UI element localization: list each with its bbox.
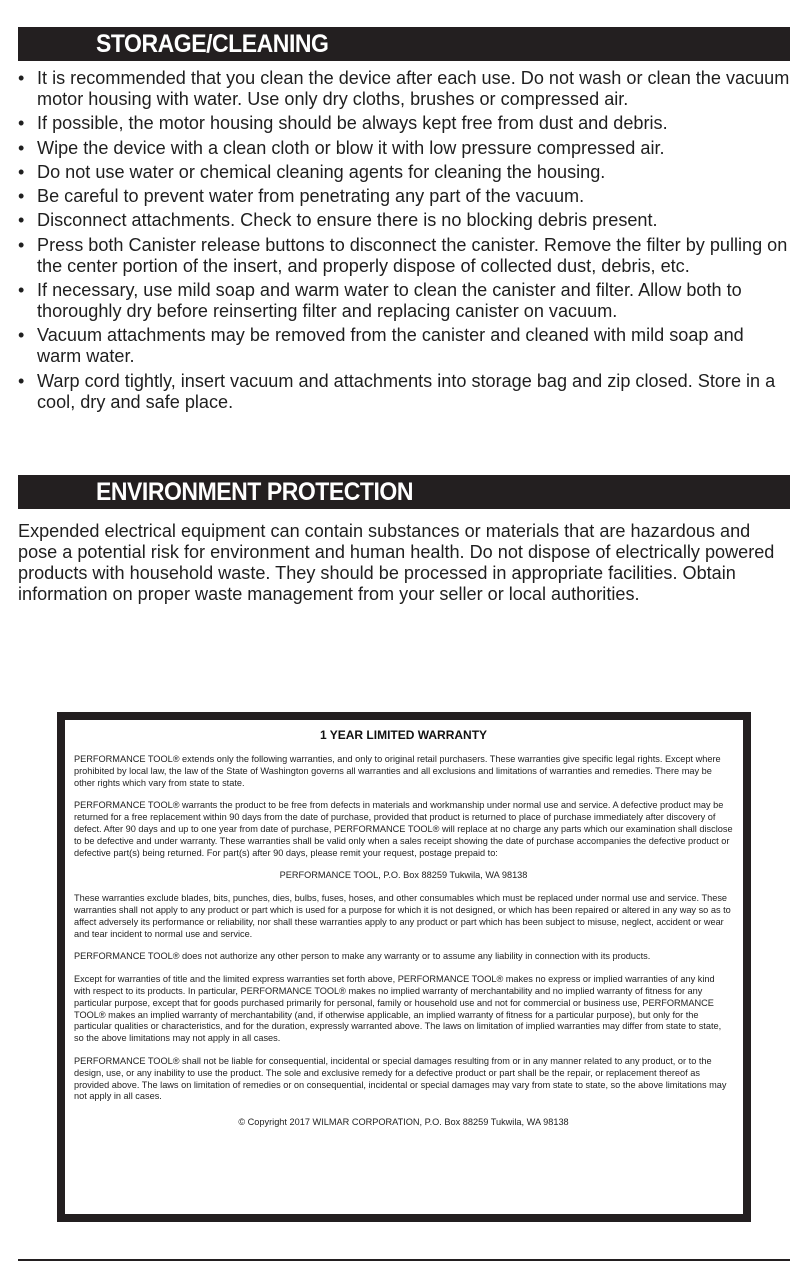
- list-item-text: Do not use water or chemical cleaning agents for cleaning the housing.: [37, 161, 606, 182]
- list-item-text: Be careful to prevent water from penetrating any part of the vacuum.: [37, 186, 585, 207]
- environment-protection-header: [18, 475, 790, 509]
- environment-protection-text: Expended electrical equipment can contain substances or materials that are hazardous and pose a potential risk for environment and human health. Do not dispose of electrically powered products with household waste. They should be processed in appropriate facilities. Obtain information on proper waste management from your seller or local authorities.: [18, 521, 775, 604]
- storage-cleaning-list: [18, 68, 790, 416]
- bullet-icon: •: [18, 161, 25, 182]
- list-item-text: Press both Canister release buttons to disconnect the canister. Remove the filter by pulling on the center portion of the insert, and properly dispose of collected dust, debris, etc.: [37, 234, 788, 276]
- bullet-icon: •: [18, 370, 25, 391]
- warranty-paragraph: Except for warranties of title and the limited express warranties set forth above, PERFORMANCE TOOL® makes no express or implied warranties of any kind with respect to its products. In particular, PERFORMANCE TOOL® makes no implied warranty of merchantability and no implied warranty of fitness for any particular purpose, except that for goods purchased primarily for personal, family or household use and not for commercial or business use, PERFORMANCE TOOL® makes an implied warranty of merchantability (and, if otherwise applicable, an implied warranty of fitness for a particular purpose), but only for the particular qualities or characteristics, and for the duration, expressly warranted above. The laws on limitation of implied warranties may differ from state to state, so the above limitations may not apply in all cases.: [74, 974, 722, 1044]
- list-item: [18, 210, 790, 231]
- list-item: [18, 138, 790, 159]
- environment-protection-title: ENVIRONMENT PROTECTION: [96, 478, 414, 506]
- copyright-notice: © Copyright 2017 WILMAR CORPORATION, P.O. Box 88259 Tukwila, WA 98138: [238, 1117, 569, 1128]
- warranty-paragraph: These warranties exclude blades, bits, punches, dies, bulbs, fuses, hoses, and other consumables which must be replaced under normal use and service. These warranties shall not apply to any product or part which is used for a purpose for which it is not designed, or which has been repaired or altered in any way so as to affect adversely its performance or reliability, nor shall these warranties apply to any product or part which has been subject to misuse, neglect, accident or wear and tear incident to normal use and service.: [74, 893, 731, 939]
- list-item: [18, 162, 790, 183]
- bullet-icon: •: [18, 137, 25, 158]
- storage-cleaning-title: STORAGE/CLEANING: [96, 30, 329, 58]
- list-item-text: It is recommended that you clean the device after each use. Do not wash or clean the vacuum motor housing with water. Use only dry cloths, brushes or compressed air.: [37, 68, 790, 109]
- storage-cleaning-header: [18, 27, 790, 61]
- warranty-title: 1 YEAR LIMITED WARRANTY: [319, 728, 488, 742]
- bullet-icon: •: [18, 234, 25, 255]
- list-item: [18, 186, 790, 207]
- bullet-icon: •: [18, 210, 25, 231]
- warranty-paragraph: PERFORMANCE TOOL® does not authorize any other person to make any warranty or to assume any liability in connection with its products.: [74, 951, 651, 962]
- list-item: [18, 325, 790, 367]
- warranty-paragraph: PERFORMANCE TOOL® warrants the product to be free from defects in materials and workmanship under normal use and service. A defective product may be returned for a free replacement within 90 days from the date of purchase, provided that product is returned to place of purchase immediately after discovery of defect. After 90 days and up to one year from date of purchase, PERFORMANCE TOOL® will replace at no charge any parts which our examination shall disclose to be defective and under warranty. These warranties shall be valid only when a sales receipt showing the date of purchase accompanies the defective product or defective part(s) being returned. For part(s) after 90 days, please remit your request, postage prepaid to:: [74, 800, 733, 858]
- bottom-divider: [18, 1259, 790, 1261]
- bullet-icon: •: [18, 113, 25, 134]
- list-item-text: Warp cord tightly, insert vacuum and attachments into storage bag and zip closed. Store in a cool, dry and safe place.: [37, 370, 776, 412]
- warranty-paragraph: PERFORMANCE TOOL® shall not be liable for consequential, incidental or special damages resulting from or in any manner related to any product, or to the design, use, or any inability to use the product. The sole and exclusive remedy for a defective product or part shall be the repair, or replacement thereof as provided above. The laws on limitation of remedies or on consequential, incidental or special damages may vary from state to state, so the above limitations may not apply in all cases.: [74, 1055, 727, 1102]
- list-item: [18, 235, 790, 277]
- list-item-text: Wipe the device with a clean cloth or blow it with low pressure compressed air.: [37, 137, 665, 158]
- warranty-paragraph: PERFORMANCE TOOL® extends only the following warranties, and only to original retail purchasers. These warranties give specific legal rights. Except where prohibited by local law, the law of the State of Washington governs all warranties and all exclusions and limitations of warranties and remedies. There may be other rights which vary from state to state.: [74, 754, 721, 788]
- bullet-icon: •: [18, 68, 25, 88]
- list-item-text: Disconnect attachments. Check to ensure there is no blocking debris present.: [37, 210, 658, 231]
- warranty-address: PERFORMANCE TOOL, P.O. Box 88259 Tukwila, WA 98138: [279, 870, 528, 881]
- list-item-text: If possible, the motor housing should be always kept free from dust and debris.: [37, 113, 668, 134]
- list-item: [18, 280, 790, 322]
- bullet-icon: •: [18, 280, 25, 301]
- bullet-icon: •: [18, 325, 25, 346]
- list-item: [18, 113, 790, 134]
- warranty-box: [57, 712, 751, 1222]
- list-item: [18, 68, 790, 110]
- list-item-text: If necessary, use mild soap and warm water to clean the canister and filter. Allow both to thoroughly dry before reinserting filter and replacing canister on vacuum.: [37, 280, 742, 322]
- list-item: [18, 371, 790, 413]
- list-item-text: Vacuum attachments may be removed from the canister and cleaned with mild soap and warm water.: [37, 325, 744, 367]
- bullet-icon: •: [18, 186, 25, 207]
